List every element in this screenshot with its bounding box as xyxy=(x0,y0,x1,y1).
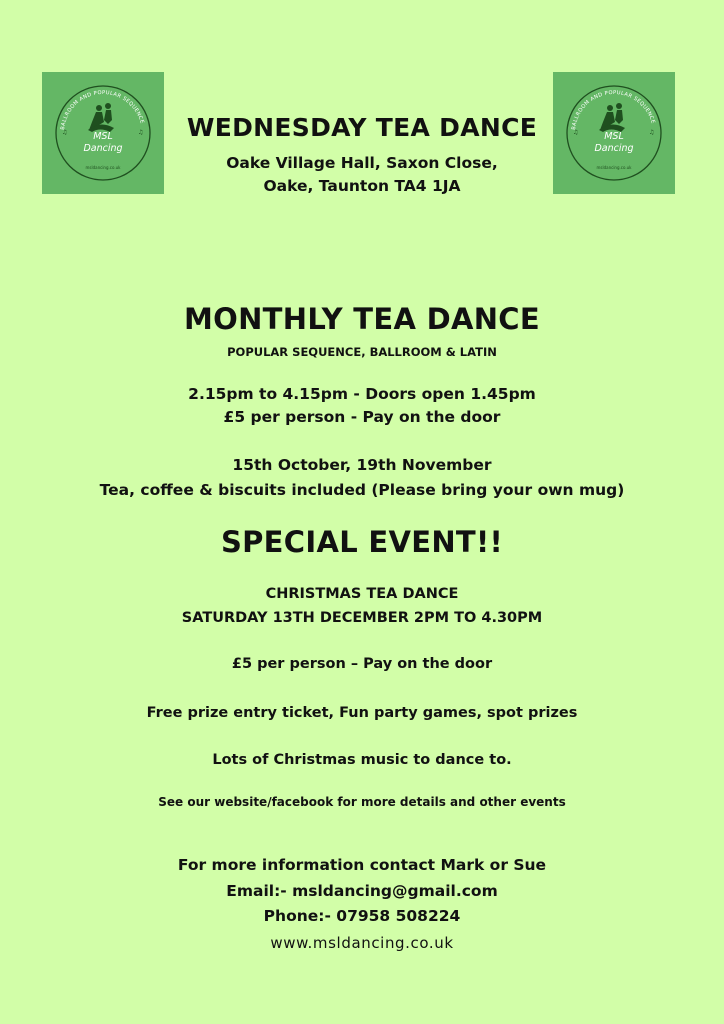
christmas-event-name: CHRISTMAS TEA DANCE xyxy=(265,586,459,602)
header-title: WEDNESDAY TEA DANCE xyxy=(186,113,538,142)
header-address-line2: Oake, Taunton TA4 1JA xyxy=(263,177,461,195)
logo-name-line2: Dancing xyxy=(83,143,123,154)
music-note-icon: ♫ xyxy=(138,129,144,136)
contact-website: www.msldancing.co.uk xyxy=(270,934,454,952)
monthly-subtitle: POPULAR SEQUENCE, BALLROOM & LATIN xyxy=(227,345,497,359)
logo-url: msldancing.co.uk xyxy=(596,165,632,170)
monthly-dates: 15th October, 19th November xyxy=(232,456,492,474)
header-address-line1: Oake Village Hall, Saxon Close, xyxy=(226,154,498,172)
christmas-event-date: SATURDAY 13TH DECEMBER 2PM TO 4.30PM xyxy=(181,610,543,626)
monthly-refreshments: Tea, coffee & biscuits included (Please bring your own mug) xyxy=(99,481,625,499)
monthly-price: £5 per person - Pay on the door xyxy=(223,408,501,426)
website-note: See our website/facebook for more details and other events xyxy=(158,795,566,809)
logo-name-line1: MSL xyxy=(93,131,113,142)
logo-name-line2: Dancing xyxy=(594,143,634,154)
contact-email: Email:- msldancing@gmail.com xyxy=(226,882,498,900)
logo-url: msldancing.co.uk xyxy=(85,165,121,170)
contact-phone: Phone:- 07958 508224 xyxy=(263,907,461,925)
christmas-price: £5 per person – Pay on the door xyxy=(231,656,493,672)
special-event-title: SPECIAL EVENT!! xyxy=(220,525,504,559)
contact-info: For more information contact Mark or Sue xyxy=(177,856,547,874)
monthly-time: 2.15pm to 4.15pm - Doors open 1.45pm xyxy=(188,385,536,403)
music-note-icon: ♫ xyxy=(573,129,579,136)
logo-name-line1: MSL xyxy=(604,131,624,142)
christmas-music: Lots of Christmas music to dance to. xyxy=(212,752,512,768)
logo-ring-text: BALLROOM AND POPULAR SEQUENCE xyxy=(571,89,656,131)
logo-ring-text: BALLROOM AND POPULAR SEQUENCE xyxy=(60,89,145,131)
music-note-icon: ♫ xyxy=(62,129,68,136)
music-note-icon: ♫ xyxy=(649,129,655,136)
monthly-title: MONTHLY TEA DANCE xyxy=(183,302,540,336)
christmas-prizes: Free prize entry ticket, Fun party games, spot prizes xyxy=(146,705,578,721)
